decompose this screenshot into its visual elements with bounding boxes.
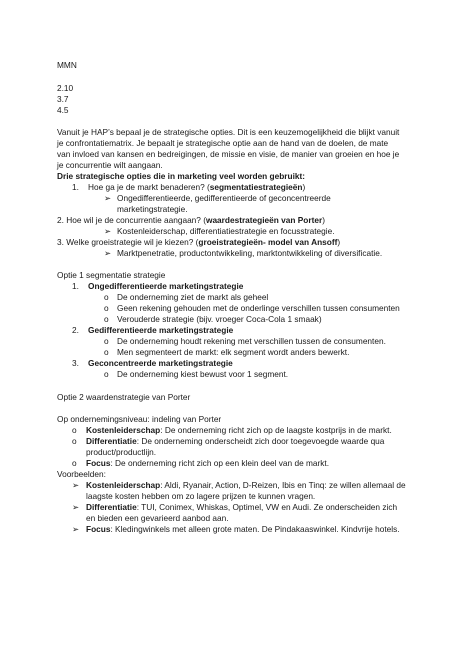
section-heading: Drie strategische opties die in marketing veel worden gebruikt: bbox=[57, 171, 306, 181]
porter-item-focus: Focus: De onderneming richt zich op een klein deel van de markt. bbox=[86, 458, 330, 468]
example-kostenleiderschap-cont: laagste kosten hebben om zo lagere prijzen te kunnen vragen. bbox=[86, 491, 316, 501]
arrow-bullet-icon: ➢ bbox=[104, 193, 111, 203]
arrow-bullet-icon: ➢ bbox=[72, 480, 79, 490]
circle-bullet-icon: o bbox=[104, 369, 109, 379]
strategy-2-point-2: Men segmenteert de markt: elk segment wordt anders bewerkt. bbox=[117, 347, 350, 357]
strategy-2-title: Gedifferentieerde marketingstrategie bbox=[88, 325, 234, 335]
doc-label-mmn: MMN bbox=[57, 60, 77, 70]
circle-bullet-icon: o bbox=[72, 436, 77, 446]
example-kostenleiderschap: Kostenleiderschap: Aldi, Ryanair, Action, D-Reizen, Ibis en Tinq: ze willen allemaal de bbox=[86, 480, 406, 490]
number-line-2: 3.7 bbox=[57, 94, 69, 104]
question-3: 3. Welke groeistrategie wil je kiezen? (groeistrategieën- model van Ansoff) bbox=[57, 237, 341, 247]
arrow-bullet-icon: ➢ bbox=[72, 524, 79, 534]
intro-line-1: Vanuit je HAP’s bepaal je de strategische opties. Dit is een keuzemogelijkheid die blijkt vanuit bbox=[57, 127, 400, 137]
strategy-1-point-3: Verouderde strategie (bijv. vroeger Coca-Cola 1 smaak) bbox=[117, 314, 322, 324]
voorbeelden-label: Voorbeelden: bbox=[57, 469, 106, 479]
intro-line-4: je concurrentie wilt aangaan. bbox=[57, 160, 163, 170]
question-1-number: 1. bbox=[72, 182, 79, 192]
circle-bullet-icon: o bbox=[104, 292, 109, 302]
question-3-answer: Marktpenetratie, productontwikkeling, marktontwikkeling of diversificatie. bbox=[117, 248, 383, 258]
example-focus: Focus: Kledingwinkels met alleen grote maten. De Pindakaaswinkel. Kindvrije hotels. bbox=[86, 524, 400, 534]
circle-bullet-icon: o bbox=[72, 458, 77, 468]
strategy-3-title: Geconcentreerde marketingstrategie bbox=[88, 358, 233, 368]
circle-bullet-icon: o bbox=[104, 336, 109, 346]
example-differentiatie: Differentiatie: TUI, Conimex, Whiskas, Optimel, VW en Audi. Ze onderscheiden zich bbox=[86, 502, 398, 512]
porter-item-kostenleiderschap: Kostenleiderschap: De onderneming richt zich op de laagste kostprijs in de markt. bbox=[86, 425, 392, 435]
strategy-2-number: 2. bbox=[72, 325, 79, 335]
strategy-1-point-1: De onderneming ziet de markt als geheel bbox=[117, 292, 269, 302]
intro-line-2: je confrontatiematrix. Je bepaalt je strategische optie aan de hand van de doelen, de mate bbox=[57, 138, 389, 148]
circle-bullet-icon: o bbox=[104, 347, 109, 357]
strategy-1-title: Ongedifferentieerde marketingstrategie bbox=[88, 281, 244, 291]
strategy-3-point-1: De onderneming kiest bewust voor 1 segment. bbox=[117, 369, 289, 379]
question-2-answer: Kostenleiderschap, differentiatiestrategie en focusstrategie. bbox=[117, 226, 335, 236]
question-1-answer-line-1: Ongedifferentieerde, gedifferentieerde of geconcentreerde bbox=[117, 193, 331, 203]
porter-item-differentiatie-cont: product/productlijn. bbox=[86, 447, 157, 457]
number-line-3: 4.5 bbox=[57, 105, 69, 115]
example-differentiatie-cont: en bieden een gevarieerd aanbod aan. bbox=[86, 513, 229, 523]
question-1-answer-line-2: marketingstrategie. bbox=[117, 204, 188, 214]
strategy-2-point-1: De onderneming houdt rekening met verschillen tussen de consumenten. bbox=[117, 336, 386, 346]
question-2: 2. Hoe wil je de concurrentie aangaan? (waardestrategieën van Porter) bbox=[57, 215, 325, 225]
strategy-1-point-2: Geen rekening gehouden met de onderlinge verschillen tussen consumenten bbox=[117, 303, 400, 313]
arrow-bullet-icon: ➢ bbox=[72, 502, 79, 512]
number-line-1: 2.10 bbox=[57, 83, 74, 93]
porter-item-differentiatie: Differentiatie: De onderneming onderscheidt zich door toegevoegde waarde qua bbox=[86, 436, 385, 446]
arrow-bullet-icon: ➢ bbox=[104, 248, 111, 258]
optie-2-title: Optie 2 waardenstrategie van Porter bbox=[57, 392, 191, 402]
strategy-3-number: 3. bbox=[72, 358, 79, 368]
question-1: Hoe ga je de markt benaderen? (segmentatiestrategieën) bbox=[88, 182, 306, 192]
optie-2-subtitle: Op ondernemingsniveau: indeling van Porter bbox=[57, 414, 222, 424]
intro-line-3: van invloed van kansen en bedreigingen, de missie en visie, de manier van groeien en hoe je bbox=[57, 149, 400, 159]
strategy-1-number: 1. bbox=[72, 281, 79, 291]
circle-bullet-icon: o bbox=[72, 425, 77, 435]
arrow-bullet-icon: ➢ bbox=[104, 226, 111, 236]
circle-bullet-icon: o bbox=[104, 314, 109, 324]
circle-bullet-icon: o bbox=[104, 303, 109, 313]
optie-1-title: Optie 1 segmentatie strategie bbox=[57, 270, 166, 280]
